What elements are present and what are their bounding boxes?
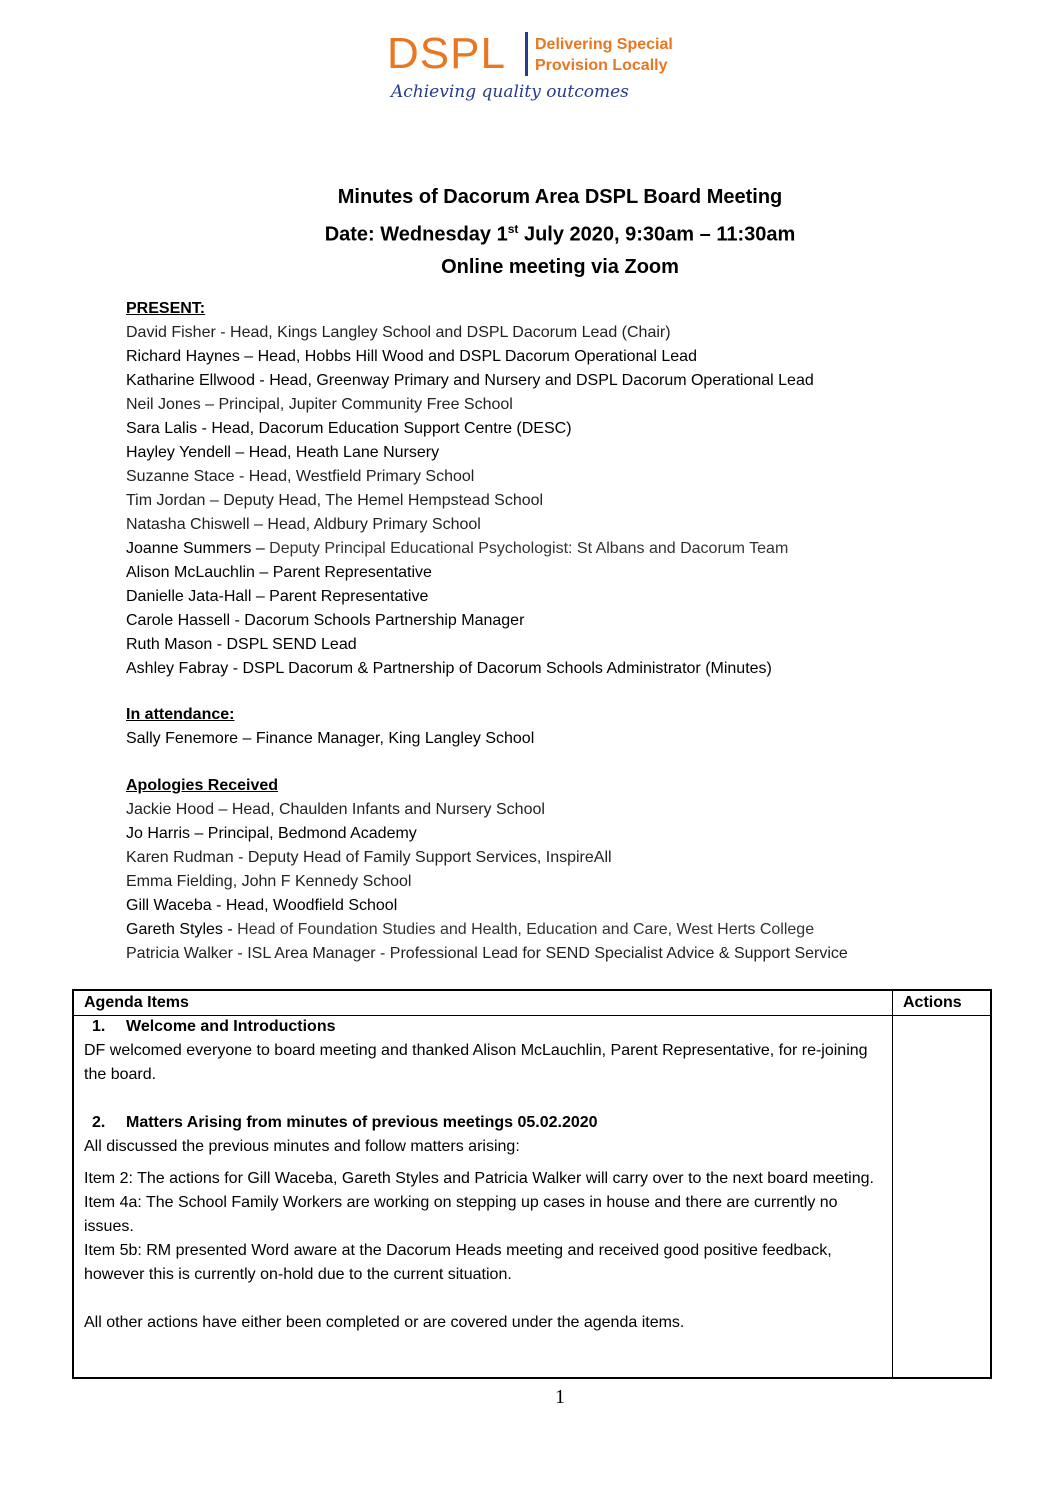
agenda-item-text: All other actions have either been completed or are covered under the agenda items. <box>84 1314 685 1331</box>
apology-person-name: Gareth Styles - <box>126 921 233 938</box>
present-person: Carole Hassell - Dacorum Schools Partnership Manager <box>126 612 525 629</box>
present-person: Sara Lalis - Head, Dacorum Education Support Centre (DESC) <box>126 420 572 437</box>
present-person: Ashley Fabray - DSPL Dacorum & Partnership of Dacorum Schools Administrator (Minutes) <box>126 660 772 677</box>
present-person: Hayley Yendell – Head, Heath Lane Nursery <box>126 444 440 461</box>
logo-slogan: Achieving quality outcomes <box>391 82 629 102</box>
document-title <box>0 181 1058 283</box>
title-date-suffix: July 2020, 9:30am – 11:30am <box>518 223 796 246</box>
present-section <box>126 297 1006 681</box>
logo-tagline-line1: Delivering Special <box>535 36 673 53</box>
agenda-item-number: 2. <box>92 1114 106 1131</box>
agenda-header-row <box>74 991 990 1016</box>
apologies-section <box>126 774 1006 966</box>
present-person-role: Deputy Principal Educational Psychologist: St Albans and Dacorum Team <box>264 540 789 557</box>
title-date-sup: st <box>507 222 519 236</box>
logo-tagline-line2: Provision Locally <box>535 57 668 74</box>
agenda-item-text: All discussed the previous minutes and follow matters arising: <box>84 1138 520 1155</box>
apology-person: Jackie Hood – Head, Chaulden Infants and Nursery School <box>126 801 545 818</box>
apology-person: Emma Fielding, John F Kennedy School <box>126 873 412 890</box>
apology-person: Karen Rudman - Deputy Head of Family Support Services, InspireAll <box>126 849 612 866</box>
present-person: David Fisher - Head, Kings Langley School and DSPL Dacorum Lead (Chair) <box>126 324 671 341</box>
apology-person <box>126 918 1006 942</box>
apology-person: Gill Waceba - Head, Woodfield School <box>126 897 398 914</box>
apology-person: Patricia Walker - ISL Area Manager - Professional Lead for SEND Specialist Advice & Support Service <box>126 945 848 962</box>
logo-tagline <box>535 34 673 76</box>
agenda-item-text: Item 2: The actions for Gill Waceba, Gareth Styles and Patricia Walker will carry over to the next board meeting. <box>84 1170 874 1187</box>
present-person <box>126 537 1006 561</box>
agenda-item-text: DF welcomed everyone to board meeting and thanked Alison McLauchlin, Parent Representative, for re-joining the board. <box>84 1042 868 1083</box>
logo-brand: DSPL <box>387 29 506 78</box>
logo-divider <box>525 32 528 76</box>
present-person: Richard Haynes – Head, Hobbs Hill Wood and DSPL Dacorum Operational Lead <box>126 348 697 365</box>
agenda-item-title: Matters Arising from minutes of previous meetings 05.02.2020 <box>126 1114 598 1131</box>
attendance-heading: In attendance: <box>126 706 235 723</box>
present-person: Tim Jordan – Deputy Head, The Hemel Hempstead School <box>126 492 544 509</box>
apology-person-role: Head of Foundation Studies and Health, Education and Care, West Herts College <box>232 921 815 938</box>
present-person: Alison McLauchlin – Parent Representative <box>126 564 432 581</box>
attendance-person: Sally Fenemore – Finance Manager, King Langley School <box>126 730 535 747</box>
agenda-item-text: Item 4a: The School Family Workers are working on stepping up cases in house and there are currently no issues. <box>84 1194 838 1235</box>
agenda-table <box>72 989 992 1379</box>
column-divider <box>892 991 893 1377</box>
apologies-heading: Apologies Received <box>126 777 279 794</box>
present-person: Ruth Mason - DSPL SEND Lead <box>126 636 357 653</box>
agenda-body <box>84 1015 874 1335</box>
apology-person: Jo Harris – Principal, Bedmond Academy <box>126 825 417 842</box>
agenda-items-header: Agenda Items <box>84 994 189 1011</box>
present-person: Katharine Ellwood - Head, Greenway Primary and Nursery and DSPL Dacorum Operational Lead <box>126 372 814 389</box>
attendance-section <box>126 703 1006 751</box>
title-line1: Minutes of Dacorum Area DSPL Board Meeting <box>337 186 783 208</box>
title-venue: Online meeting via Zoom <box>441 255 679 278</box>
present-person-name: Joanne Summers – <box>126 540 265 557</box>
title-date <box>0 213 1058 251</box>
page-number: 1 <box>555 1386 565 1408</box>
agenda-item-heading <box>84 1015 874 1039</box>
dspl-logo <box>387 28 687 108</box>
present-heading: PRESENT: <box>126 300 206 317</box>
present-person: Neil Jones – Principal, Jupiter Community Free School <box>126 396 513 413</box>
agenda-item-text: Item 5b: RM presented Word aware at the Dacorum Heads meeting and received good positive feedback, however this is currently on-hold due to the current situation. <box>84 1242 832 1283</box>
actions-header: Actions <box>903 994 962 1011</box>
present-person: Suzanne Stace - Head, Westfield Primary School <box>126 468 475 485</box>
present-person: Natasha Chiswell – Head, Aldbury Primary School <box>126 516 481 533</box>
title-date-prefix: Date: Wednesday 1 <box>324 223 508 246</box>
agenda-item-number: 1. <box>92 1018 106 1035</box>
agenda-item-heading <box>84 1111 874 1135</box>
agenda-item-title: Welcome and Introductions <box>126 1018 336 1035</box>
present-person: Danielle Jata-Hall – Parent Representative <box>126 588 429 605</box>
